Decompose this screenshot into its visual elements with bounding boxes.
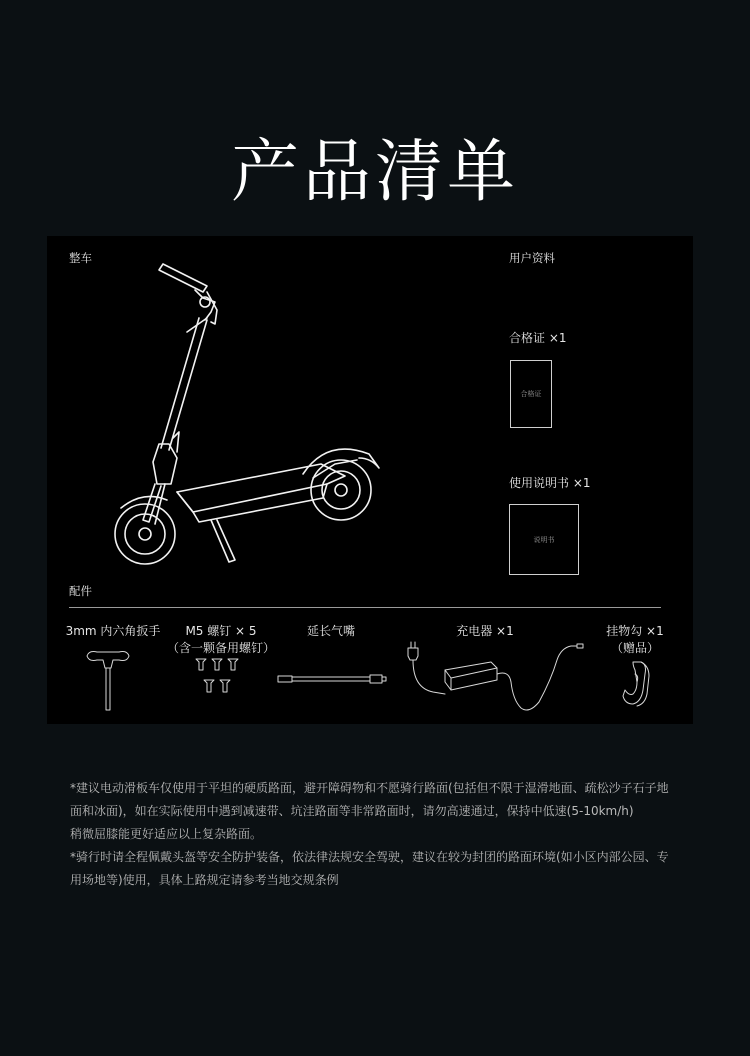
page-title: 产品清单 xyxy=(230,132,519,212)
scooter-illustration xyxy=(107,262,387,582)
usage-note-1: *建议电动滑板车仅使用于平坦的硬质路面，避开障碍物和不愿骑行路面(包括但不限于湿滑地面、疏松沙子石子地面和冰面)，如在实际使用中遇到减速带、坑洼路面等非常路面时，请勿高速通过，保持中低速(5-10km/h) xyxy=(70,781,669,818)
usage-notes xyxy=(70,777,670,892)
accessory-hex-wrench xyxy=(65,623,161,640)
hook-icon xyxy=(615,660,655,708)
accessory-hook-note: （赠品） xyxy=(610,641,659,655)
vehicle-label: 整车 xyxy=(69,251,92,265)
accessory-charger-label: 充电器 ×1 xyxy=(456,624,514,638)
certificate-booklet xyxy=(510,360,552,428)
accessory-m5-screws xyxy=(161,623,281,657)
hex-wrench-icon xyxy=(83,648,133,712)
accessory-hook xyxy=(599,623,671,657)
manual-label: 使用说明书 ×1 xyxy=(509,476,591,490)
accessory-charger xyxy=(443,623,527,640)
screws-icon xyxy=(193,656,243,706)
product-list-panel xyxy=(47,236,693,724)
accessory-valve-extender-label: 延长气嘴 xyxy=(306,624,355,638)
accessories-label: 配件 xyxy=(69,584,92,598)
accessory-m5-screws-note: （含一颗备用螺钉） xyxy=(166,641,275,655)
certificate-label: 合格证 ×1 xyxy=(509,331,567,345)
accessories-divider xyxy=(69,607,661,608)
accessory-hook-label: 挂物勾 ×1 xyxy=(606,624,664,638)
charger-icon xyxy=(405,640,587,716)
user-docs-label: 用户资料 xyxy=(509,251,555,265)
usage-note-2: 稍微屈膝能更好适应以上复杂路面。 xyxy=(70,827,263,841)
accessory-valve-extender xyxy=(291,623,371,640)
manual-cover-text: 说明书 xyxy=(533,535,555,544)
valve-extender-icon xyxy=(276,673,388,685)
accessory-hex-wrench-label: 3mm 内六角扳手 xyxy=(65,624,161,638)
manual-booklet xyxy=(509,504,579,575)
usage-note-3: *骑行时请全程佩戴头盔等安全防护装备，依法律法规安全驾驶，建议在较为封团的路面环境(如小区内部公园、专用场地等)使用，具体上路规定请参考当地交规条例 xyxy=(70,850,669,887)
certificate-cover-text: 合格证 xyxy=(520,390,542,398)
accessory-m5-screws-label: M5 螺钉 × 5 xyxy=(185,624,257,638)
